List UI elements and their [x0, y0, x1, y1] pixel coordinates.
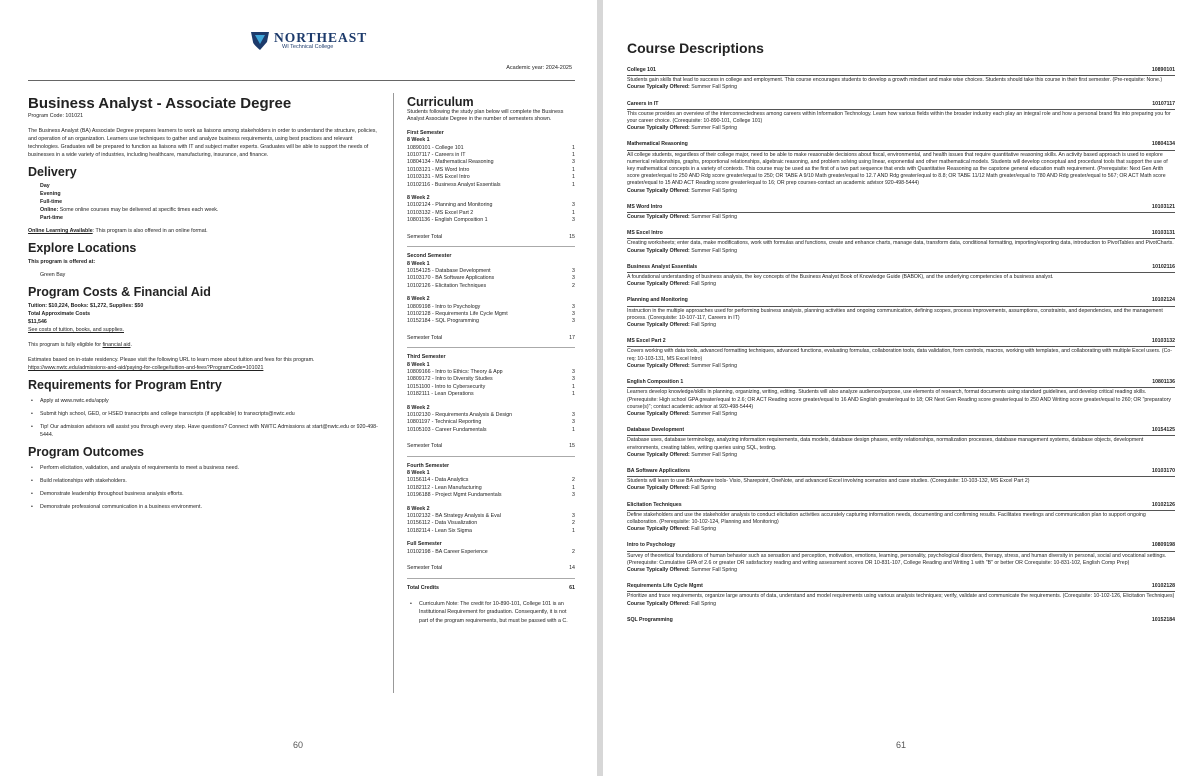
offered-terms: Fall Spring — [691, 526, 716, 533]
course-entry — [627, 338, 1175, 370]
course-code: 10102124 — [1151, 297, 1175, 304]
curriculum-course-row — [407, 412, 575, 419]
course-credits: 3 — [572, 217, 575, 224]
curriculum-course-row — [407, 318, 575, 325]
curriculum-course-row — [407, 376, 575, 383]
course-offered — [627, 485, 1175, 492]
semester-total-label: Semester Total — [407, 334, 443, 341]
course-title: 10102128 - Requirements Life Cycle Mgmt — [407, 310, 508, 317]
spacer — [407, 556, 575, 562]
curriculum-course-row — [407, 485, 575, 492]
course-credits: 1 — [572, 383, 575, 390]
course-name: College 101 — [627, 67, 656, 73]
requirement-item: • Tip! Our admission advisors will assist you through every step. Have questions? Connect with NWTC Admissions at start@nwtc.edu or 920-498-5444. — [28, 423, 380, 439]
course-title: 10890101 - College 101 — [407, 144, 464, 151]
spacer — [407, 326, 575, 332]
block-name: 8 Week 2 — [407, 505, 430, 512]
course-name: Planning and Monitoring — [627, 297, 688, 304]
course-credits: 3 — [572, 202, 575, 209]
semester-divider — [407, 456, 575, 457]
course-credits: 3 — [572, 310, 575, 317]
offered-label: Course Typically Offered: — [627, 410, 690, 417]
curriculum-course-row — [407, 492, 575, 499]
offered-label: Course Typically Offered: — [627, 322, 690, 329]
course-code: 10103121 — [1151, 203, 1175, 210]
course-offered — [627, 363, 1175, 370]
course-name: MS Excel Part 2 — [627, 338, 666, 345]
offered-label: Course Typically Offered: — [627, 125, 690, 132]
course-credits: 1 — [572, 426, 575, 433]
delivery-online-label: Online: — [40, 207, 59, 213]
curriculum-course-row — [407, 283, 575, 290]
block-name: 8 Week 1 — [407, 137, 430, 144]
offered-terms: Summer Fall Spring — [691, 451, 738, 458]
course-title: 10809172 - Intro to Diversity Studies — [407, 376, 493, 383]
curriculum-course-row — [407, 202, 575, 209]
academic-year: Academic year: 2024-2025 — [506, 65, 572, 71]
page-60 — [0, 0, 597, 776]
curriculum-course-row — [407, 182, 575, 189]
course-description: Database uses, database terminology, analyzing information requirements, data models, database design phases, entity relationships, normalization processes, database management systems, database objects, development environments, creating tables, writing queries using SQL, testing. — [627, 437, 1144, 451]
curriculum-course-row — [407, 210, 575, 217]
delivery-evening: Evening — [40, 191, 61, 197]
course-header — [627, 230, 1175, 239]
course-name: MS Excel Intro — [627, 230, 663, 237]
curriculum-course-row — [407, 174, 575, 181]
course-entry — [627, 542, 1175, 574]
course-title: 10156112 - Data Visualization — [407, 520, 478, 527]
course-code: 10102126 — [1151, 501, 1175, 508]
locations-heading: Explore Locations — [28, 241, 137, 255]
block-name: 8 Week 1 — [407, 470, 430, 477]
curriculum-course-row — [407, 384, 575, 391]
offered-label: Course Typically Offered: — [627, 362, 690, 369]
block-name: 8 Week 2 — [407, 195, 430, 202]
curriculum-course-row — [407, 159, 575, 166]
course-title: 10182114 - Lean Six Sigma — [407, 527, 472, 534]
curriculum-heading: Curriculum — [407, 95, 474, 109]
course-header — [627, 542, 1175, 551]
semester-total-value: 17 — [569, 334, 575, 341]
course-title: 10182111 - Lean Operations — [407, 391, 474, 398]
semester-total-row — [407, 335, 575, 342]
logo-name: NORTHEAST — [274, 30, 368, 45]
requirement-item: • Submit high school, GED, or HSED transcripts and college transcripts (if applicable) to transcripts@nwtc.edu — [28, 410, 380, 418]
online-learning-text: : This program is also offered in an online format. — [92, 228, 208, 234]
program-intro: The Business Analyst (BA) Associate Degree prepares learners to work as liaisons among stakeholders in order to understand the structure, policies, and operation of an organization. Learners use techniques to gather and analyze business requirements, using best practices and relevant technologies. Graduates will be prepared to function as liaisons with IT and subject matter experts. Graduates will be able to support the needs of businesses in a wide variety of industries, including healthcare, manufacturing, insurance, and finance. — [28, 128, 377, 158]
delivery-day: Day — [40, 183, 50, 189]
course-code: 10103132 — [1151, 338, 1175, 345]
offered-label: Course Typically Offered: — [627, 526, 690, 533]
course-description-list — [627, 67, 1175, 634]
course-offered — [627, 84, 1175, 91]
course-code: 10890101 — [1151, 67, 1175, 73]
course-header — [627, 583, 1175, 592]
course-entry — [627, 427, 1175, 459]
course-offered — [627, 567, 1175, 574]
course-code: 10154125 — [1151, 427, 1175, 434]
course-code: 10102116 — [1152, 263, 1175, 270]
course-name: BA Software Applications — [627, 467, 691, 474]
semester-name: First Semester — [407, 129, 444, 136]
curriculum-note: • Curriculum Note: The credit for 10-890-101, College 101 is an Institutional Requirement for graduation. Consequently, it is not part of the program requirements, but must be passed with a C. — [407, 600, 575, 625]
course-header — [627, 427, 1175, 436]
curriculum-course-row — [407, 391, 575, 398]
course-description: Learners develop knowledge/skills in planning, organizing, writing, editing. Students will also analyze audience/purpose, use elements of research, format documents using standard guidelines, and develop critical reading skills. (Prerequisite: High school GPA greater/equal to 2.6; OR ACT Reading score greater/equal to 16 AND English greater/equal to 18; OR Next Gen Reading score greater/equal to 250 AND Writing score greater/equal to 260; OR "preparatory course(s)"; contact academic advisor at 920-498-5444) — [627, 389, 1171, 410]
course-title: 10154125 - Database Development — [407, 267, 491, 274]
course-title: 10102132 - BA Strategy Analysis & Eval — [407, 513, 501, 520]
course-title: 10801136 - English Composition 1 — [407, 217, 488, 224]
course-credits: 3 — [572, 492, 575, 499]
course-credits: 1 — [572, 174, 575, 181]
course-header — [627, 101, 1175, 110]
offered-label: Course Typically Offered: — [627, 600, 690, 607]
delivery-parttime: Part-time — [40, 215, 63, 221]
course-entry — [627, 617, 1175, 625]
college-logo — [250, 30, 367, 52]
course-name: Intro to Psychology — [627, 542, 676, 549]
offered-terms: Fall Spring — [691, 485, 716, 492]
block-name: 8 Week 1 — [407, 361, 430, 368]
course-header — [627, 468, 1175, 477]
course-description: This course provides an overview of the interconnectedness among careers within Information Technology. Learn how various fields within the broader industry each play an integral role and how a personal brand fits into preparing you for your career choice. (Corequisite: 10-890-101, College 101) — [627, 110, 1171, 125]
course-title: 10103132 - MS Excel Part 2 — [407, 209, 474, 216]
total-costs-label: Total Approximate Costs — [28, 311, 91, 317]
offered-label: Course Typically Offered: — [627, 187, 690, 194]
offered-terms: Fall Spring — [691, 322, 716, 329]
course-title: 10102124 - Planning and Monitoring — [407, 202, 493, 209]
course-entry — [627, 468, 1175, 493]
delivery-online — [28, 206, 380, 214]
offered-label: Course Typically Offered: — [627, 84, 690, 91]
course-header — [627, 379, 1175, 388]
course-description: Students gain skills that lead to success in college and employment. This course encourages students to develop a growth mindset and make wise choices. Students should take this course in their first semester. (Pre-requisite: None.) — [627, 77, 1163, 84]
course-offered — [627, 281, 1175, 288]
course-title: 10809198 - Intro to Psychology — [407, 303, 481, 310]
course-offered — [627, 411, 1175, 418]
curriculum-course-row — [407, 304, 575, 311]
course-credits: 1 — [572, 152, 575, 159]
course-name: SQL Programming — [627, 616, 673, 623]
financial-aid-suffix: . — [130, 342, 132, 348]
course-name: Business Analyst Essentials — [627, 263, 698, 270]
curriculum-column — [407, 95, 575, 625]
spacer — [407, 225, 575, 231]
course-code: 10103170 — [1151, 467, 1175, 474]
financial-aid-note — [28, 341, 380, 349]
logo-subtitle: WI Technical College — [282, 44, 334, 50]
course-credits: 2 — [572, 477, 575, 484]
course-credits: 3 — [572, 267, 575, 274]
curriculum-course-row — [407, 520, 575, 527]
estimates-note: Estimates based on in-state residency. Please visit the following URL to learn more about tuition and fees for this program. — [28, 357, 315, 363]
course-descriptions-title: Course Descriptions — [627, 40, 764, 56]
curriculum-course-row — [407, 419, 575, 426]
course-credits: 1 — [572, 209, 575, 216]
course-code: 10152184 — [1151, 616, 1175, 623]
course-title: 10102130 - Requirements Analysis & Design — [407, 412, 513, 418]
course-name: Requirements Life Cycle Mgmt — [627, 583, 703, 590]
curriculum-course-row — [407, 152, 575, 159]
course-credits: 1 — [572, 484, 575, 491]
semester-total-row — [407, 443, 575, 450]
course-entry — [627, 101, 1175, 133]
course-title: 10102116 - Business Analyst Essentials — [407, 181, 501, 188]
semester-total-label: Semester Total — [407, 565, 443, 572]
course-title: 10103170 - BA Software Applications — [407, 275, 495, 282]
semester-divider — [407, 246, 575, 247]
delivery-heading: Delivery — [28, 165, 77, 179]
course-code: 10801136 — [1152, 379, 1175, 386]
total-credits-value: 61 — [569, 584, 575, 591]
course-title: 10102198 - BA Career Experience — [407, 548, 488, 555]
semester-total-row — [407, 565, 575, 572]
financial-aid-prefix: This program is fully eligible for — [28, 342, 103, 348]
offered-terms: Summer Fall Spring — [691, 125, 738, 132]
semester-total-row — [407, 234, 575, 241]
program-code: Program Code: 101021 — [28, 113, 84, 119]
offered-label: Course Typically Offered: — [627, 451, 690, 458]
course-header — [627, 502, 1175, 511]
course-description: All college students, regardless of their college major, need to be able to make reasonable decisions about fiscal, environmental, and health issues that require quantitative reasoning skills. An activity based approach is used to explore numerical relationships, graphs, proportional relationships, algebraic reasoning, and problem solving using linear, exponential and other mathematical models. Students will develop conceptual and procedural tools that support the use of key mathematical concepts in a variety of contexts. This course may be used as the first of a two part sequence that ends with Quantitative Reasoning as the capstone general education math requirement. (Prerequisite: Next Gen Arith score greater/equal to 250 AND Rdg score greater/equal to 250; OR TABE A 9/10 Math greater/equal to 12.7 AND Rdg greater/equal to 8.8; OR TABE 11/12 Math greater/equal to 780 AND Rdg greater/equal to 567; OR ACT Math score greater/equal to 15 AND ACT Reading score greater/equal to 16; OR prep courses-contact an academic advisor 920-498-5444) — [627, 151, 1168, 187]
location-green-bay: Green Bay — [40, 272, 66, 278]
course-credits: 3 — [572, 275, 575, 282]
semester-divider — [407, 347, 575, 348]
course-header — [627, 617, 1175, 625]
curriculum-course-row — [407, 275, 575, 282]
curriculum-course-row — [407, 513, 575, 520]
course-credits: 2 — [572, 282, 575, 289]
offered-at-label: This program is offered at: — [28, 259, 96, 265]
course-code: 10107117 — [1152, 100, 1175, 107]
course-credits: 1 — [572, 144, 575, 151]
total-credits-row — [407, 585, 575, 592]
course-title: 10182112 - Lean Manufacturing — [407, 484, 482, 491]
course-name: Elicitation Techniques — [627, 501, 682, 508]
curriculum-course-row — [407, 217, 575, 224]
course-header — [627, 338, 1175, 347]
course-credits: 3 — [572, 376, 575, 383]
course-title: 10105103 - Career Fundamentals — [407, 426, 487, 433]
curriculum-course-row — [407, 167, 575, 174]
shield-logo-icon — [250, 30, 270, 52]
course-entry — [627, 230, 1175, 255]
course-entry — [627, 67, 1175, 92]
course-title: 10152184 - SQL Programming — [407, 318, 479, 325]
course-description: Creating worksheets; enter data, make modifications, work with formulas and functions, create and enhance charts, manage data, transform data, conditional formatting, importing/exporting data, introduction to PivotTables and PivotCharts. — [627, 240, 1174, 247]
requirements-heading: Requirements for Program Entry — [28, 378, 222, 392]
offered-label: Course Typically Offered: — [627, 247, 690, 254]
offered-terms: Summer Fall Spring — [691, 410, 738, 417]
semester-total-value: 14 — [569, 565, 575, 572]
course-credits: 3 — [572, 513, 575, 520]
offered-terms: Fall Spring — [691, 281, 716, 288]
column-divider — [393, 93, 394, 693]
curriculum-course-row — [407, 145, 575, 152]
offered-label: Course Typically Offered: — [627, 281, 690, 288]
course-name: MS Word Intro — [627, 203, 663, 210]
course-credits: 3 — [572, 419, 575, 426]
spacer — [407, 434, 575, 440]
curriculum-course-row — [407, 427, 575, 434]
course-entry — [627, 297, 1175, 329]
course-offered — [627, 322, 1175, 329]
course-credits: 3 — [572, 303, 575, 310]
course-title: 10151100 - Intro to Cybersecurity — [407, 383, 486, 390]
requirement-item: • Apply at www.nwtc.edu/apply — [28, 397, 380, 405]
offered-terms: Fall Spring — [691, 600, 716, 607]
page-number: 61 — [896, 740, 907, 750]
course-offered — [627, 452, 1175, 459]
offered-terms: Summer Fall Spring — [691, 247, 738, 254]
course-header — [627, 67, 1175, 76]
course-credits: 1 — [572, 391, 575, 398]
semester-total-value: 15 — [569, 443, 575, 450]
course-code: 10804134 — [1151, 141, 1175, 148]
see-costs-link[interactable]: See costs of tuition, books, and supplies. — [28, 327, 124, 333]
offered-terms: Summer Fall Spring — [691, 214, 738, 221]
course-name: Mathematical Reasoning — [627, 141, 688, 148]
course-offered — [627, 188, 1175, 195]
offered-terms: Summer Fall Spring — [691, 187, 738, 194]
course-description: Survey of theoretical foundations of human behavior such as sensation and perception, motivation, emotions, learning, personality, psychological disorders, therapy, stress, and human diversity in personal, social and vocational settings. (Prerequisite: Cumulative GPA of 2.6 or greater OR satisfactory reading and writing assessment scores OR 10-831-107, College Reading and Writing 1 with "B" or better OR Corequisite: 10-831-102, English Comp Prep) — [627, 552, 1167, 566]
tuition-url-link[interactable]: https://www.nwtc.edu/admissions-and-aid/paying-for-college/tuition-and-fees?ProgramCode=101021 — [28, 365, 264, 371]
costs-heading: Program Costs & Financial Aid — [28, 285, 211, 299]
course-credits: 3 — [572, 368, 575, 375]
curriculum-course-row — [407, 311, 575, 318]
course-offered — [627, 526, 1175, 533]
outcome-item: • Build relationships with stakeholders. — [28, 477, 380, 485]
curriculum-course-row — [407, 369, 575, 376]
program-overview-column — [28, 95, 380, 511]
page-title: Business Analyst - Associate Degree — [28, 95, 292, 112]
course-header — [627, 264, 1175, 273]
semester-divider — [407, 578, 575, 579]
course-credits: 2 — [572, 548, 575, 555]
course-title: 10196188 - Project Mgmt Fundamentals — [407, 492, 502, 499]
online-learning-note — [28, 227, 380, 235]
course-name: Database Development — [627, 427, 685, 434]
course-offered — [627, 125, 1175, 132]
course-name: English Composition 1 — [627, 379, 684, 386]
course-title: 10103131 - MS Excel Intro — [407, 174, 470, 181]
block-name: Full Semester — [407, 541, 442, 548]
course-header — [627, 204, 1175, 213]
tuition-line: Tuition: $10,224, Books: $1,272, Supplies: $50 — [28, 303, 144, 309]
total-credits-label: Total Credits — [407, 584, 439, 591]
course-entry — [627, 379, 1175, 418]
course-description: Define stakeholders and use the stakeholder analysis to conduct elicitation activities accurately capturing information needs, documenting and confirming results. Facilitates meetings and communication plan to support ongoing collaboration. (Prerequisite: 10-102-124, Planning and Monitoring) — [627, 511, 1146, 525]
course-description: Instruction in the multiple approaches used for performing business analysis, planning activities and ongoing communication, defining scopes, process improvements, assumptions, constraints, and dependencies, and the management process. (Corequisite: 10-107-117, Careers in IT) — [627, 307, 1163, 321]
outcome-item: • Demonstrate leadership throughout business analysis efforts. — [28, 490, 380, 498]
course-entry — [627, 141, 1175, 194]
course-description: A foundational understanding of business analysis, the key concepts of the Business Analyst Book of Knowledge Guide (BABOK), and the underlying competencies of a business analyst. — [627, 274, 1054, 281]
offered-label: Course Typically Offered: — [627, 485, 690, 492]
semester-name: Fourth Semester — [407, 462, 450, 469]
block-name: 8 Week 2 — [407, 404, 430, 411]
curriculum-course-row — [407, 549, 575, 556]
offered-label: Course Typically Offered: — [627, 566, 690, 573]
offered-terms: Summer Fall Spring — [691, 362, 738, 369]
offered-label: Course Typically Offered: — [627, 214, 690, 221]
header-divider — [28, 80, 575, 81]
block-name: 8 Week 1 — [407, 260, 430, 267]
course-offered — [627, 601, 1175, 608]
course-title: 10801197 - Technical Reporting — [407, 419, 482, 426]
course-title: 10103121 - MS Word Intro — [407, 166, 470, 173]
course-credits: 1 — [572, 166, 575, 173]
course-description: Prioritize and trace requirements, organize large amounts of data, understand and model requirements using various analysis techniques; verify, validate and communicate the requirements. (Corequisite: 10-102-126, Elicitation Techniques) — [627, 593, 1175, 600]
curriculum-intro: Students following the study plan below will complete the Business Analyst Associate Degree in the number of semesters shown. — [407, 109, 564, 123]
curriculum-course-row — [407, 477, 575, 484]
course-credits: 3 — [572, 318, 575, 325]
semester-total-value: 15 — [569, 233, 575, 240]
semester-list — [407, 130, 575, 579]
outcomes-heading: Program Outcomes — [28, 445, 145, 459]
course-code: 10102128 — [1151, 583, 1175, 590]
course-offered — [627, 248, 1175, 255]
course-entry — [627, 502, 1175, 534]
block-name: 8 Week 2 — [407, 296, 430, 303]
total-costs-value: $11,546 — [28, 319, 47, 325]
course-title: 10156114 - Data Analytics — [407, 477, 469, 484]
curriculum-course-row — [407, 268, 575, 275]
course-entry — [627, 204, 1175, 221]
course-entry — [627, 583, 1175, 608]
semester-name: Second Semester — [407, 253, 452, 260]
offered-terms: Summer Fall Spring — [691, 84, 738, 91]
course-code: 10809198 — [1151, 542, 1175, 549]
course-credits: 1 — [572, 527, 575, 534]
online-learning-link[interactable]: Online Learning Available — [28, 228, 93, 234]
page-number: 60 — [293, 740, 304, 750]
course-name: Careers in IT — [627, 100, 659, 107]
course-entry — [627, 264, 1175, 289]
delivery-online-text: Some online courses may be delivered at specific times each week. — [59, 207, 219, 213]
course-description: Covers working with data tools, advanced formatting techniques, advanced functions, evaluating formulas, collaboration tools, data validation, form controls, macros, working with templates, and collaborating with multiple Excel users. (Co-req: 10-103-131, MS Excel Intro) — [627, 348, 1172, 362]
course-title: 10804134 - Mathematical Reasoning — [407, 159, 494, 166]
course-title: 10809166 - Intro to Ethics: Theory & App — [407, 368, 503, 375]
semester-total-label: Semester Total — [407, 443, 443, 450]
course-credits: 3 — [572, 159, 575, 166]
delivery-fulltime: Full-time — [40, 199, 63, 205]
course-credits: 3 — [572, 412, 575, 418]
course-offered — [627, 214, 1175, 221]
course-title: 10107117 - Careers in IT — [407, 152, 466, 159]
page-61 — [603, 0, 1200, 776]
outcome-item: • Demonstrate professional communication in a business environment. — [28, 503, 380, 511]
course-credits: 2 — [572, 520, 575, 527]
course-header — [627, 297, 1175, 306]
course-code: 10103131 — [1151, 230, 1175, 237]
course-title: 10102126 - Elicitation Techniques — [407, 282, 487, 289]
financial-aid-link[interactable]: financial aid — [102, 342, 131, 348]
course-credits: 1 — [572, 181, 575, 188]
course-description: Students will learn to use BA software tools- Visio, Sharepoint, OneNote, and advanced Excel involving scenarios and case studies. (Corequisite: 10-103-132, MS Excel Part 2) — [627, 478, 1030, 485]
curriculum-course-row — [407, 528, 575, 535]
course-header — [627, 141, 1175, 150]
semester-name: Third Semester — [407, 354, 446, 361]
outcome-item: • Perform elicitation, validation, and analysis of requirements to meet a business need. — [28, 464, 380, 472]
offered-terms: Summer Fall Spring — [691, 566, 738, 573]
semester-total-label: Semester Total — [407, 233, 443, 240]
